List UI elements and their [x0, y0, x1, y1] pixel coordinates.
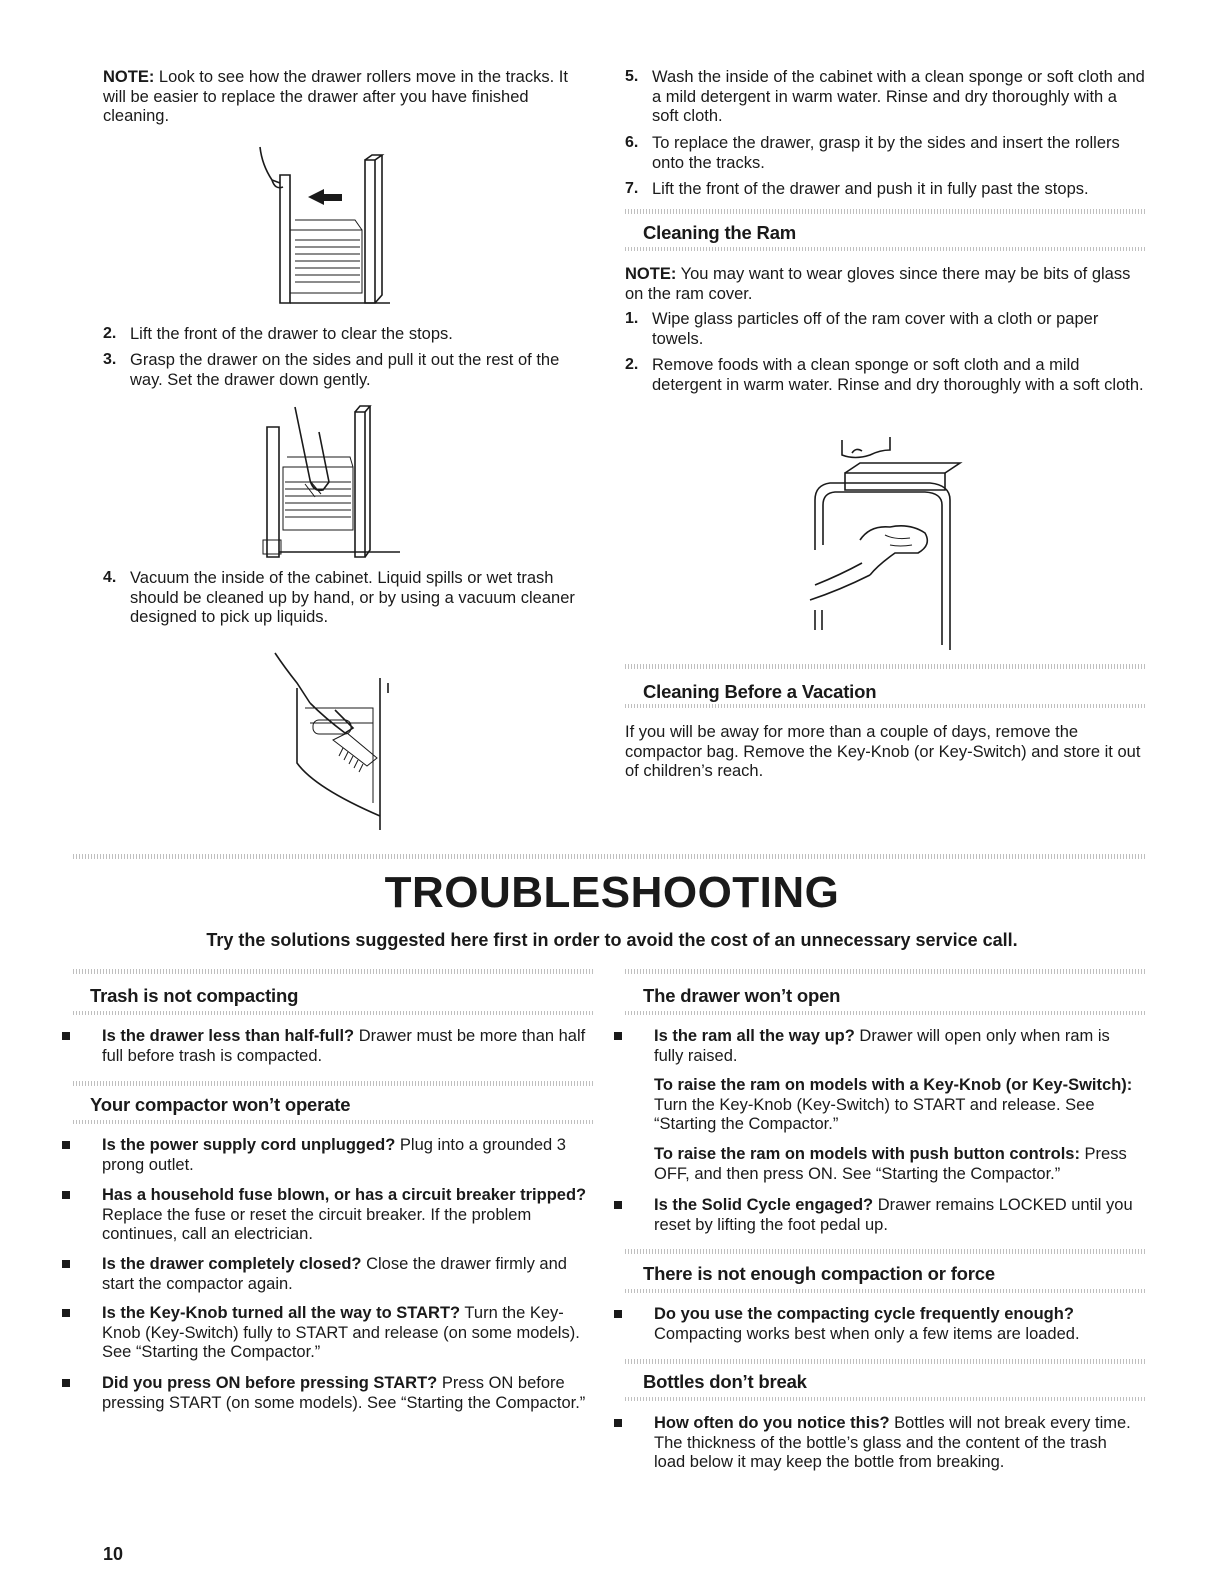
- heading-compactor-wont-operate: Your compactor won’t operate: [90, 1094, 351, 1115]
- heading-cleaning-before-vacation: Cleaning Before a Vacation: [643, 681, 877, 702]
- heading-trash-not-compacting: Trash is not compacting: [90, 985, 299, 1006]
- bullet-icon: [614, 1419, 622, 1427]
- divider: [625, 664, 1145, 669]
- divider: [73, 1120, 593, 1124]
- page-title: TROUBLESHOOTING: [384, 868, 840, 917]
- bullet-icon: [62, 1032, 70, 1040]
- divider: [625, 247, 1145, 251]
- divider: [625, 704, 1145, 708]
- bullet-icon: [614, 1032, 622, 1040]
- divider: [625, 1397, 1145, 1401]
- note-gloves: NOTE: You may want to wear gloves since there may be bits of glass on the ram cover.: [625, 265, 1131, 303]
- bullet-icon: [62, 1141, 70, 1149]
- list-item: How often do you notice this? Bottles will not break every time. The thickness of the bottle’s glass and the content of the trash load below it may keep the bottle from breaking.: [612, 1414, 1142, 1473]
- step-5: 5. Wash the inside of the cabinet with a clean sponge or soft cloth and a mild detergent in warm water. Rinse and dry thoroughly with a soft cloth.: [625, 68, 1145, 125]
- divider: [73, 1081, 593, 1086]
- list-item: Do you use the compacting cycle frequently enough? Compacting works best when only a few items are loaded.: [612, 1305, 1142, 1344]
- drawer-lift-illustration: [255, 402, 405, 562]
- heading-bottles-dont-break: Bottles don’t break: [643, 1371, 807, 1392]
- heading-drawer-wont-open: The drawer won’t open: [643, 985, 841, 1006]
- step-3: 3. Grasp the drawer on the sides and pull it out the rest of the way. Set the drawer down gently.: [103, 351, 560, 389]
- step-7: 7. Lift the front of the drawer and push it in fully past the stops.: [625, 180, 1089, 198]
- divider: [73, 1011, 593, 1015]
- drawer-slide-illustration: [250, 145, 390, 310]
- page-subtitle: Try the solutions suggested here first in order to avoid the cost of an unnecessary service call.: [206, 930, 1018, 950]
- list-item: Is the drawer less than half-full? Drawer must be more than half full before trash is compacted.: [60, 1027, 590, 1066]
- divider: [73, 969, 593, 974]
- list-item: Has a household fuse blown, or has a circuit breaker tripped? Replace the fuse or reset the circuit breaker. If the problem continues, call an electrician.: [60, 1186, 590, 1245]
- divider: [625, 1011, 1145, 1015]
- divider: [625, 209, 1145, 214]
- divider: [73, 854, 1145, 859]
- divider: [625, 1359, 1145, 1364]
- bullet-icon: [62, 1260, 70, 1268]
- sub-item-key-knob: To raise the ram on models with a Key-Knob (or Key-Switch): Turn the Key-Knob (Key-Switch) to START and release. See “Starting the Compactor.”: [654, 1076, 1133, 1133]
- vacation-text: If you will be away for more than a couple of days, remove the compactor bag. Remove the Key-Knob (or Key-Switch) and store it out of children’s reach.: [625, 723, 1141, 780]
- bullet-icon: [614, 1310, 622, 1318]
- list-item: Is the drawer completely closed? Close the drawer firmly and start the compactor again.: [60, 1255, 590, 1294]
- note-drawer-rollers: NOTE: Look to see how the drawer rollers move in the tracks. It will be easier to replace the drawer after you have finished cleaning.: [103, 68, 568, 125]
- bullet-icon: [62, 1379, 70, 1387]
- ram-step-2: 2. Remove foods with a clean sponge or soft cloth and a mild detergent in warm water. Rinse and dry thoroughly with a soft cloth.: [625, 356, 1144, 394]
- bullet-icon: [62, 1191, 70, 1199]
- bullet-icon: [614, 1201, 622, 1209]
- page-number: 10: [103, 1544, 124, 1564]
- step-4: 4. Vacuum the inside of the cabinet. Liquid spills or wet trash should be cleaned up by hand, or by using a vacuum cleaner designed to pick up liquids.: [103, 569, 575, 626]
- list-item: Is the power supply cord unplugged? Plug into a grounded 3 prong outlet.: [60, 1136, 590, 1175]
- heading-not-enough-compaction: There is not enough compaction or force: [643, 1263, 995, 1284]
- step-2: 2. Lift the front of the drawer to clear the stops.: [103, 325, 453, 343]
- divider: [625, 1289, 1145, 1293]
- list-item: Did you press ON before pressing START? Press ON before pressing START (on some models). See “Starting the Compactor.”: [60, 1374, 590, 1413]
- ram-wiping-illustration: [800, 435, 965, 650]
- vacuum-cabinet-illustration: [255, 648, 405, 833]
- sub-item-push-button: To raise the ram on models with push button controls: Press OFF, and then press ON. See “Starting the Compactor.”: [654, 1145, 1127, 1183]
- divider: [625, 969, 1145, 974]
- bullet-icon: [62, 1309, 70, 1317]
- list-item: Is the ram all the way up? Drawer will open only when ram is fully raised.: [612, 1027, 1142, 1066]
- list-item: Is the Key-Knob turned all the way to START? Turn the Key-Knob (Key-Switch) fully to START and release (on some models). See “Starting the Compactor.”: [60, 1304, 590, 1363]
- divider: [625, 1249, 1145, 1254]
- heading-cleaning-the-ram: Cleaning the Ram: [643, 222, 797, 243]
- ram-step-1: 1. Wipe glass particles off of the ram cover with a cloth or paper towels.: [625, 310, 1099, 348]
- list-item: Is the Solid Cycle engaged? Drawer remains LOCKED until you reset by lifting the foot pedal up.: [612, 1196, 1142, 1235]
- step-6: 6. To replace the drawer, grasp it by the sides and insert the rollers onto the tracks.: [625, 134, 1120, 172]
